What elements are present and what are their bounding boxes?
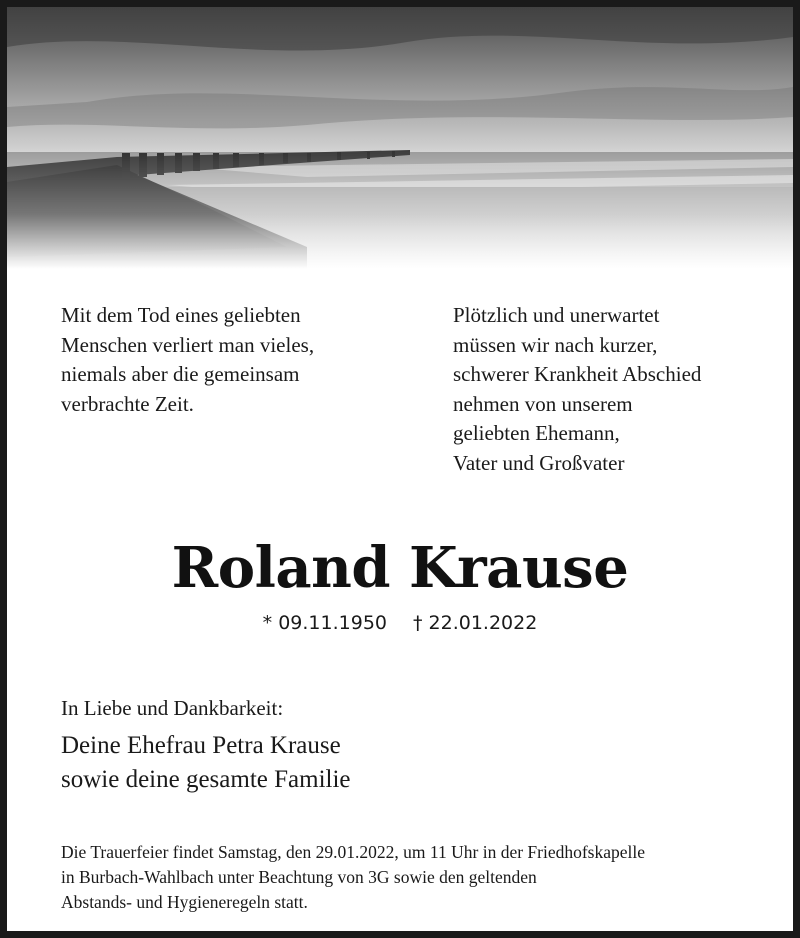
funeral-line: Abstands- und Hygieneregeln statt. xyxy=(61,892,308,912)
announcement-line: schwerer Krankheit Abschied xyxy=(453,362,702,386)
announcement-line: Vater und Großvater xyxy=(453,450,625,475)
funeral-line: Die Trauerfeier findet Samstag, den 29.01.2022, um 11 Uhr in der Friedhofskapelle xyxy=(61,842,646,862)
mourners-names xyxy=(61,729,351,797)
mourner-line: sowie deine gesamte Familie xyxy=(61,766,351,793)
announcement-line: müssen wir nach kurzer, xyxy=(453,332,658,357)
quote-line: Menschen verliert man vieles, xyxy=(61,332,315,357)
quote-line: Mit dem Tod eines geliebten xyxy=(61,303,301,327)
quote-line: niemals aber die gemeinsam xyxy=(61,362,300,386)
mourner-line: Deine Ehefrau Petra Krause xyxy=(61,732,341,759)
quote-line: verbrachte Zeit. xyxy=(61,391,194,416)
funeral-line: in Burbach-Wahlbach unter Beachtung von 3G sowie den geltenden xyxy=(61,867,537,887)
announcement-line: Plötzlich und unerwartet xyxy=(453,303,660,327)
announcement-line: geliebten Ehemann, xyxy=(453,421,620,445)
announcement-text xyxy=(453,301,701,478)
beach-groyne-photo xyxy=(7,7,793,269)
announcement-line: nehmen von unserem xyxy=(453,391,633,416)
mourners-label: In Liebe und Dankbarkeit: xyxy=(61,696,284,720)
deceased-name: Roland Krause xyxy=(171,535,629,601)
birth-date: * 09.11.1950 xyxy=(262,612,387,634)
funeral-notice xyxy=(61,840,645,915)
quote-left xyxy=(61,301,314,419)
death-date: † 22.01.2022 xyxy=(413,612,538,634)
life-dates xyxy=(7,612,793,634)
